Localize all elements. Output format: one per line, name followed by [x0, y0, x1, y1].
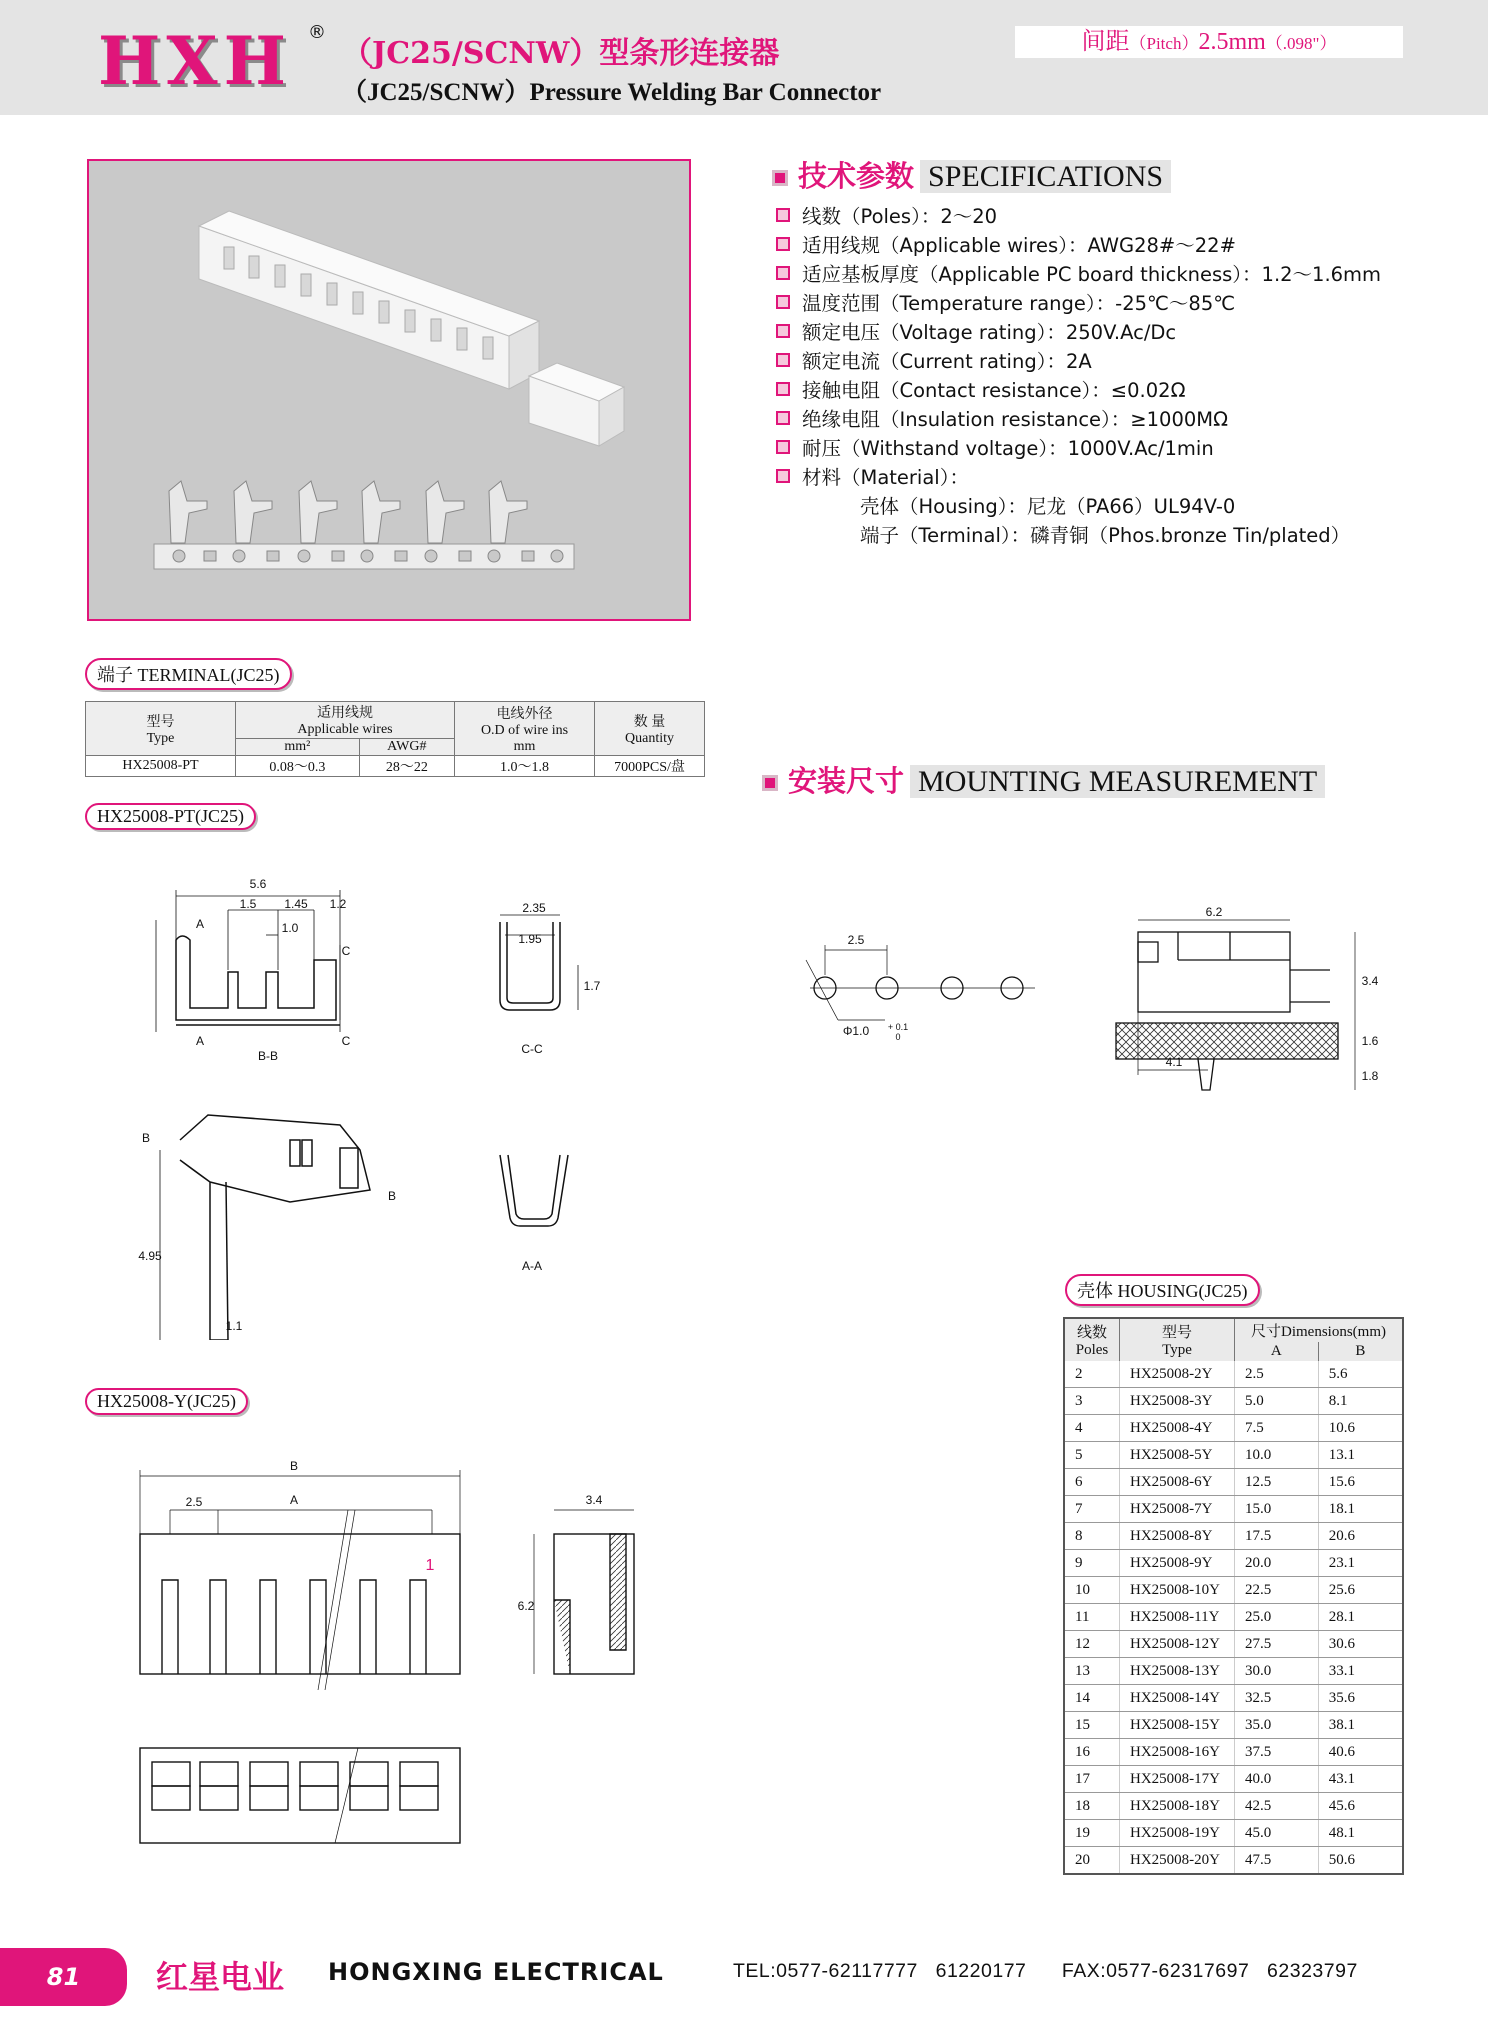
- page-title-cn: （JC25/SCNW）型条形连接器: [342, 36, 780, 71]
- dim-pitch-2-5: 2.5: [847, 933, 865, 947]
- table-row: [1064, 1793, 1403, 1820]
- spec-title-en: SPECIFICATIONS: [920, 160, 1171, 193]
- cell-b: 15.6: [1318, 1469, 1403, 1496]
- table-row: [1064, 1766, 1403, 1793]
- cell-b: 45.6: [1318, 1793, 1403, 1820]
- pitch-cn: 间距: [1081, 29, 1130, 55]
- table-row: [1064, 1442, 1403, 1469]
- label-b-b: B-B: [257, 1049, 279, 1063]
- th-wires: 适用线规 Applicable wires: [236, 702, 455, 739]
- logo: HXH: [98, 22, 292, 100]
- cell-a: 15.0: [1235, 1496, 1319, 1523]
- dim-1-7: 1.7: [583, 979, 601, 993]
- brand-cn: 红星电业: [156, 1958, 285, 1996]
- section-c-top: C: [341, 944, 351, 958]
- housing-label-cn: 壳体: [1077, 1281, 1113, 1301]
- cell-a: 2.5: [1235, 1361, 1319, 1388]
- cell-poles: 20: [1064, 1847, 1120, 1875]
- cell-poles: 5: [1064, 1442, 1120, 1469]
- cell-poles: 9: [1064, 1550, 1120, 1577]
- table-row: [1064, 1361, 1403, 1388]
- cell-b: 38.1: [1318, 1712, 1403, 1739]
- th-type: 型号 Type: [1120, 1318, 1235, 1361]
- dim-1-95: 1.95: [518, 932, 542, 946]
- spec-material-housing: 壳体（Housing）：尼龙（PA66）UL94V-0: [860, 495, 1236, 518]
- terminal-table: [85, 701, 705, 777]
- dim-1-1: 1.1: [225, 1319, 243, 1333]
- label-a-a: A-A: [521, 1259, 543, 1273]
- cell-type: HX25008-14Y: [1120, 1685, 1235, 1712]
- bullet-icon: [776, 324, 790, 338]
- brand-en: HONGXING ELECTRICAL: [328, 1958, 664, 1986]
- cell-a: 30.0: [1235, 1658, 1319, 1685]
- cell-a: 35.0: [1235, 1712, 1319, 1739]
- table-row: [1064, 1739, 1403, 1766]
- cell-b: 50.6: [1318, 1847, 1403, 1875]
- cell-type: HX25008-16Y: [1120, 1739, 1235, 1766]
- cell-type: HX25008-13Y: [1120, 1658, 1235, 1685]
- cell-b: 10.6: [1318, 1415, 1403, 1442]
- cell-poles: 2: [1064, 1361, 1120, 1388]
- cell-type: HX25008-2Y: [1120, 1361, 1235, 1388]
- dim-3-4: 3.4: [1361, 974, 1379, 988]
- dim-4-95: 4.95: [138, 1249, 162, 1263]
- spec-item: 适用线规（Applicable wires）：AWG28#～22#: [776, 231, 1381, 260]
- cell-poles: 3: [1064, 1388, 1120, 1415]
- dim-6-2-housing: 6.2: [517, 1599, 535, 1613]
- table-row: [1064, 1658, 1403, 1685]
- dim-6-2: 6.2: [1205, 905, 1223, 919]
- cell-poles: 18: [1064, 1793, 1120, 1820]
- cell-a: 37.5: [1235, 1739, 1319, 1766]
- cell-type: HX25008-12Y: [1120, 1631, 1235, 1658]
- dim-pitch: 2.5: [185, 1495, 203, 1509]
- pitch-value: 2.5mm: [1198, 29, 1266, 55]
- cell-a: 5.0: [1235, 1388, 1319, 1415]
- cell-type: HX25008-3Y: [1120, 1388, 1235, 1415]
- table-row: [1064, 1685, 1403, 1712]
- cell-a: 27.5: [1235, 1631, 1319, 1658]
- cell-poles: 19: [1064, 1820, 1120, 1847]
- mounting-drawing: [790, 890, 1410, 1120]
- cell-poles: 4: [1064, 1415, 1120, 1442]
- bullet-icon: [776, 208, 790, 222]
- terminal-drawing: [130, 860, 610, 1340]
- cell-a: 12.5: [1235, 1469, 1319, 1496]
- table-row: HX25008-PT 0.08～0.3 28～22 1.0～1.8 7000PCS/盘: [86, 756, 705, 777]
- bullet-icon: [776, 353, 790, 367]
- cell-type: HX25008-18Y: [1120, 1793, 1235, 1820]
- cell-a: 42.5: [1235, 1793, 1319, 1820]
- bullet-icon: [776, 266, 790, 280]
- cell-b: 5.6: [1318, 1361, 1403, 1388]
- section-a-top: A: [195, 917, 205, 931]
- cell-poles: 16: [1064, 1739, 1120, 1766]
- dim-b: B: [289, 1459, 299, 1473]
- pin-one-marker: 1: [425, 1557, 435, 1574]
- cell-type: HX25008-9Y: [1120, 1550, 1235, 1577]
- spec-item: 温度范围（Temperature range）：-25℃～85℃: [776, 289, 1381, 318]
- pitch-inch: （.098"）: [1265, 34, 1337, 53]
- dim-hole-tol-plus: + 0.1: [887, 1022, 909, 1032]
- table-row: [1064, 1820, 1403, 1847]
- cell-a: 20.0: [1235, 1550, 1319, 1577]
- cell-type: HX25008-10Y: [1120, 1577, 1235, 1604]
- table-row: [1064, 1712, 1403, 1739]
- cell-type: HX25008-7Y: [1120, 1496, 1235, 1523]
- specifications-title: [772, 154, 1171, 195]
- table-row: [1064, 1631, 1403, 1658]
- th-b: B: [1318, 1342, 1403, 1361]
- page-title-en: （JC25/SCNW）Pressure Welding Bar Connector: [342, 79, 882, 106]
- bullet-icon: [776, 237, 790, 251]
- dim-1-6: 1.6: [1361, 1034, 1379, 1048]
- bullet-icon: [776, 411, 790, 425]
- th-od: 电线外径 O.D of wire ins mm: [455, 702, 595, 756]
- cell-type: HX25008-5Y: [1120, 1442, 1235, 1469]
- th-awg: AWG#: [359, 739, 454, 756]
- spec-item: 接触电阻（Contact resistance）：≤0.02Ω: [776, 376, 1381, 405]
- th-poles: 线数 Poles: [1064, 1318, 1120, 1361]
- cell-a: 47.5: [1235, 1847, 1319, 1875]
- th-dimensions: 尺寸Dimensions(mm): [1235, 1318, 1404, 1342]
- th-qty: 数 量 Quantity: [595, 702, 705, 756]
- cell-type: HX25008-8Y: [1120, 1523, 1235, 1550]
- th-a: A: [1235, 1342, 1319, 1361]
- cell-type: HX25008-20Y: [1120, 1847, 1235, 1875]
- cell-a: 22.5: [1235, 1577, 1319, 1604]
- spec-item: 额定电流（Current rating）：2A: [776, 347, 1381, 376]
- cell-b: 18.1: [1318, 1496, 1403, 1523]
- section-b-right: B: [387, 1189, 397, 1203]
- spec-item: 耐压（Withstand voltage）：1000V.Ac/1min: [776, 434, 1381, 463]
- page-number: 81: [0, 1948, 127, 2006]
- th-type: 型号 Type: [86, 702, 236, 756]
- table-row: [1064, 1847, 1403, 1875]
- dim-1-2: 1.2: [329, 897, 347, 911]
- dim-1-5: 1.5: [239, 897, 257, 911]
- table-row: [1064, 1604, 1403, 1631]
- table-row: [1064, 1496, 1403, 1523]
- cell-a: 40.0: [1235, 1766, 1319, 1793]
- y-drawing-label: HX25008-Y(JC25): [85, 1388, 248, 1415]
- cell-b: 20.6: [1318, 1523, 1403, 1550]
- cell-a: 25.0: [1235, 1604, 1319, 1631]
- cell-poles: 14: [1064, 1685, 1120, 1712]
- bullet-icon: [776, 295, 790, 309]
- cell-poles: 17: [1064, 1766, 1120, 1793]
- pitch-label: （Pitch）: [1129, 34, 1199, 53]
- cell-b: 35.6: [1318, 1685, 1403, 1712]
- contact-info: TEL:0577-62117777 61220177 FAX:0577-62317697 62323797: [733, 1960, 1358, 1982]
- cell-b: 28.1: [1318, 1604, 1403, 1631]
- mounting-title-en: MOUNTING MEASUREMENT: [910, 765, 1325, 798]
- bullet-icon: [776, 382, 790, 396]
- housing-label-en: HOUSING(JC25): [1117, 1281, 1248, 1301]
- spec-material-terminal: 端子（Terminal）：磷青铜（Phos.bronze Tin/plated）: [860, 524, 1351, 547]
- dim-2-35: 2.35: [522, 901, 546, 915]
- cell-poles: 12: [1064, 1631, 1120, 1658]
- registered-mark: ®: [308, 22, 326, 43]
- bullet-square-icon: [772, 170, 788, 186]
- cell-type: HX25008-19Y: [1120, 1820, 1235, 1847]
- cell-a: 32.5: [1235, 1685, 1319, 1712]
- cell-poles: 13: [1064, 1658, 1120, 1685]
- cell-a: 17.5: [1235, 1523, 1319, 1550]
- dim-1-0: 1.0: [281, 921, 299, 935]
- mounting-title-cn: 安装尺寸: [788, 764, 905, 798]
- dim-hole-tol-zero: 0: [895, 1032, 901, 1042]
- cell-b: 40.6: [1318, 1739, 1403, 1766]
- table-row: [1064, 1388, 1403, 1415]
- cell-b: 25.6: [1318, 1577, 1403, 1604]
- table-row: [1064, 1577, 1403, 1604]
- cell-poles: 11: [1064, 1604, 1120, 1631]
- cell-b: 23.1: [1318, 1550, 1403, 1577]
- th-mm2: mm²: [236, 739, 360, 756]
- spec-item: 额定电压（Voltage rating）：250V.Ac/Dc: [776, 318, 1381, 347]
- cell-poles: 8: [1064, 1523, 1120, 1550]
- cell-poles: 6: [1064, 1469, 1120, 1496]
- mounting-title: [762, 759, 1325, 800]
- product-photo: [87, 159, 691, 621]
- cell-type: HX25008-6Y: [1120, 1469, 1235, 1496]
- dim-4-1: 4.1: [1165, 1055, 1183, 1069]
- housing-table: [1063, 1317, 1404, 1875]
- spec-item: 适应基板厚度（Applicable PC board thickness）：1.2～1.6mm: [776, 260, 1381, 289]
- cell-b: 48.1: [1318, 1820, 1403, 1847]
- bullet-icon: [776, 469, 790, 483]
- pt-drawing-label: HX25008-PT(JC25): [85, 803, 256, 830]
- cell-poles: 7: [1064, 1496, 1120, 1523]
- cell-b: 30.6: [1318, 1631, 1403, 1658]
- cell-poles: 10: [1064, 1577, 1120, 1604]
- section-c-bottom: C: [341, 1034, 351, 1048]
- table-row: [1064, 1550, 1403, 1577]
- table-row: [1064, 1415, 1403, 1442]
- housing-label: [1065, 1274, 1260, 1306]
- label-c-c: C-C: [521, 1042, 543, 1056]
- cell-type: HX25008-11Y: [1120, 1604, 1235, 1631]
- dim-3-4-housing: 3.4: [585, 1493, 603, 1507]
- cell-type: HX25008-4Y: [1120, 1415, 1235, 1442]
- cell-type: HX25008-17Y: [1120, 1766, 1235, 1793]
- dim-hole: Φ1.0: [842, 1024, 870, 1038]
- cell-b: 13.1: [1318, 1442, 1403, 1469]
- table-row: [1064, 1469, 1403, 1496]
- cell-b: 33.1: [1318, 1658, 1403, 1685]
- spec-item: 绝缘电阻（Insulation resistance）：≥1000MΩ: [776, 405, 1381, 434]
- cell-a: 7.5: [1235, 1415, 1319, 1442]
- product-photo-illustration: [89, 161, 689, 619]
- dim-1-8: 1.8: [1361, 1069, 1379, 1083]
- cell-a: 10.0: [1235, 1442, 1319, 1469]
- bullet-square-icon: [762, 775, 778, 791]
- dim-1-45: 1.45: [284, 897, 308, 911]
- pitch-box: [1015, 26, 1403, 58]
- dim-a: A: [289, 1493, 299, 1507]
- cell-b: 8.1: [1318, 1388, 1403, 1415]
- cell-b: 43.1: [1318, 1766, 1403, 1793]
- table-row: [1064, 1523, 1403, 1550]
- section-a-bottom: A: [195, 1034, 205, 1048]
- terminal-label: 端子 TERMINAL(JC25): [85, 658, 292, 690]
- spec-title-cn: 技术参数: [798, 159, 915, 193]
- section-b-left: B: [141, 1131, 151, 1145]
- bullet-icon: [776, 440, 790, 454]
- cell-poles: 15: [1064, 1712, 1120, 1739]
- spec-list: [776, 202, 1381, 550]
- cell-type: HX25008-15Y: [1120, 1712, 1235, 1739]
- housing-drawing: [130, 1450, 670, 1850]
- dim-5-6: 5.6: [249, 877, 267, 891]
- spec-item: 材料（Material）：: [776, 463, 1381, 492]
- cell-a: 45.0: [1235, 1820, 1319, 1847]
- spec-item: 线数（Poles）：2～20: [776, 202, 1381, 231]
